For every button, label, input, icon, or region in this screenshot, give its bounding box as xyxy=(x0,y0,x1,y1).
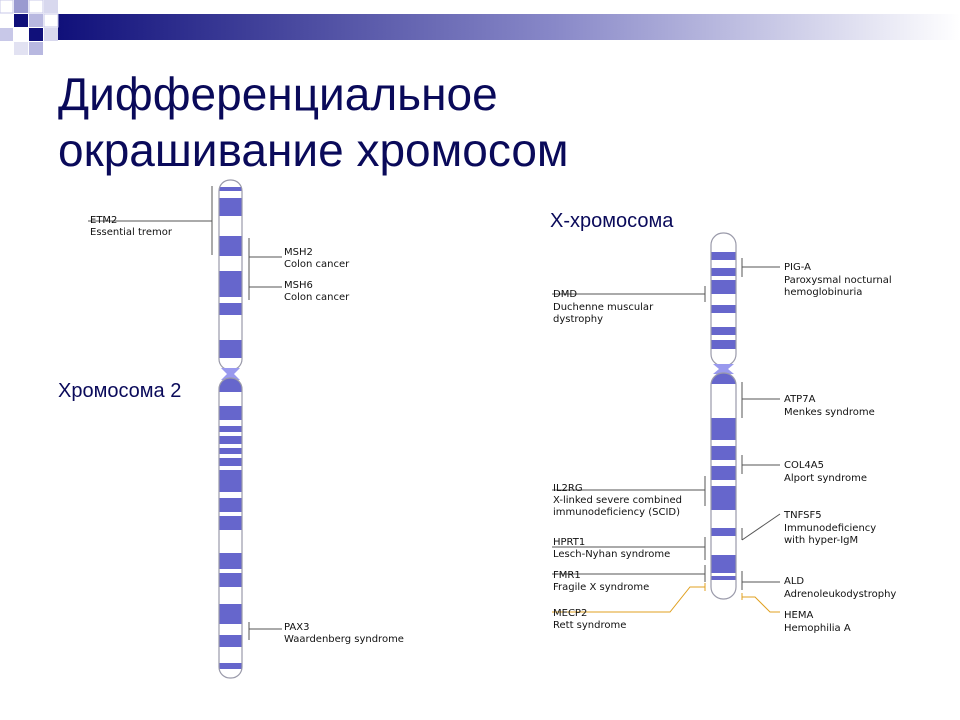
gene-etm2-disease: Essential tremor xyxy=(90,227,172,238)
gene-pig-a-symbol: PIG-A xyxy=(784,262,811,273)
gene-il2rg-disease-line-2: immunodeficiency (SCID) xyxy=(553,507,680,518)
gene-msh2-symbol: MSH2 xyxy=(284,247,313,258)
gene-dmd-disease-line-1: Duchenne muscular xyxy=(553,302,654,313)
gene-msh2-disease: Colon cancer xyxy=(284,259,350,270)
gene-tnfsf5-disease-line-1: Immunodeficiency xyxy=(784,523,877,534)
gene-fmr1-disease: Fragile X syndrome xyxy=(553,582,650,593)
slide-title-line-2: окрашивание хромосом xyxy=(58,124,569,176)
gene-col4a5-disease: Alport syndrome xyxy=(784,473,868,484)
gene-fmr1-symbol: FMR1 xyxy=(553,570,581,581)
slide-title-line-1: Дифференциальное xyxy=(58,68,498,120)
gene-ald-symbol: ALD xyxy=(784,576,805,587)
gene-tnfsf5-symbol: TNFSF5 xyxy=(784,510,822,521)
gene-tnfsf5 xyxy=(783,510,876,546)
gene-mecp2-symbol: MECP2 xyxy=(553,608,588,619)
gene-hema xyxy=(784,610,851,634)
gene-pig-a xyxy=(784,262,892,298)
gene-ald-disease: Adrenoleukodystrophy xyxy=(784,589,897,600)
gene-etm2-symbol: ETM2 xyxy=(90,215,118,226)
gene-il2rg-disease-line-1: X-linked severe combined xyxy=(553,495,682,506)
chromosome-x-caption: X-хромосома xyxy=(550,210,674,232)
gene-pax3-symbol: PAX3 xyxy=(284,622,310,633)
gene-pax3-disease: Waardenberg syndrome xyxy=(284,634,404,645)
chromosome-2-caption: Хромосома 2 xyxy=(58,380,182,402)
gene-msh6-symbol: MSH6 xyxy=(284,280,313,291)
gene-pig-a-disease-line-1: Paroxysmal nocturnal xyxy=(784,275,892,286)
gene-pig-a-disease-line-2: hemoglobinuria xyxy=(784,287,863,298)
chromosome-2 xyxy=(219,180,242,678)
gene-tnfsf5-disease-line-2: with hyper-IgM xyxy=(784,535,859,546)
gene-hprt1-symbol: HPRT1 xyxy=(553,537,586,548)
chromosome-x xyxy=(711,233,736,599)
gene-atp7a-symbol: ATP7A xyxy=(784,394,816,405)
gene-fmr1 xyxy=(553,570,649,593)
gene-mecp2 xyxy=(553,608,626,631)
gene-hprt1 xyxy=(553,537,670,560)
gene-dmd-symbol: DMD xyxy=(553,289,578,300)
gene-atp7a-disease: Menkes syndrome xyxy=(784,407,875,418)
gene-il2rg-symbol: IL2RG xyxy=(553,483,583,494)
gene-col4a5-symbol: COL4A5 xyxy=(784,460,824,471)
chromosome-2-leaders xyxy=(88,186,282,640)
gene-hema-disease: Hemophilia A xyxy=(784,623,851,634)
gene-hprt1-disease: Lesch-Nyhan syndrome xyxy=(553,549,671,560)
gene-atp7a xyxy=(784,394,875,418)
gene-msh6-disease: Colon cancer xyxy=(284,292,350,303)
gene-etm2 xyxy=(90,215,173,238)
gene-ald xyxy=(784,576,896,600)
gene-mecp2-disease: Rett syndrome xyxy=(553,620,627,631)
gene-pax3 xyxy=(284,622,404,645)
gene-col4a5 xyxy=(784,460,867,484)
gene-msh6 xyxy=(284,280,350,303)
gene-hema-symbol: HEMA xyxy=(784,610,814,621)
gene-dmd-disease-line-2: dystrophy xyxy=(553,314,604,325)
gene-msh2 xyxy=(284,247,350,270)
gene-il2rg xyxy=(553,483,682,518)
